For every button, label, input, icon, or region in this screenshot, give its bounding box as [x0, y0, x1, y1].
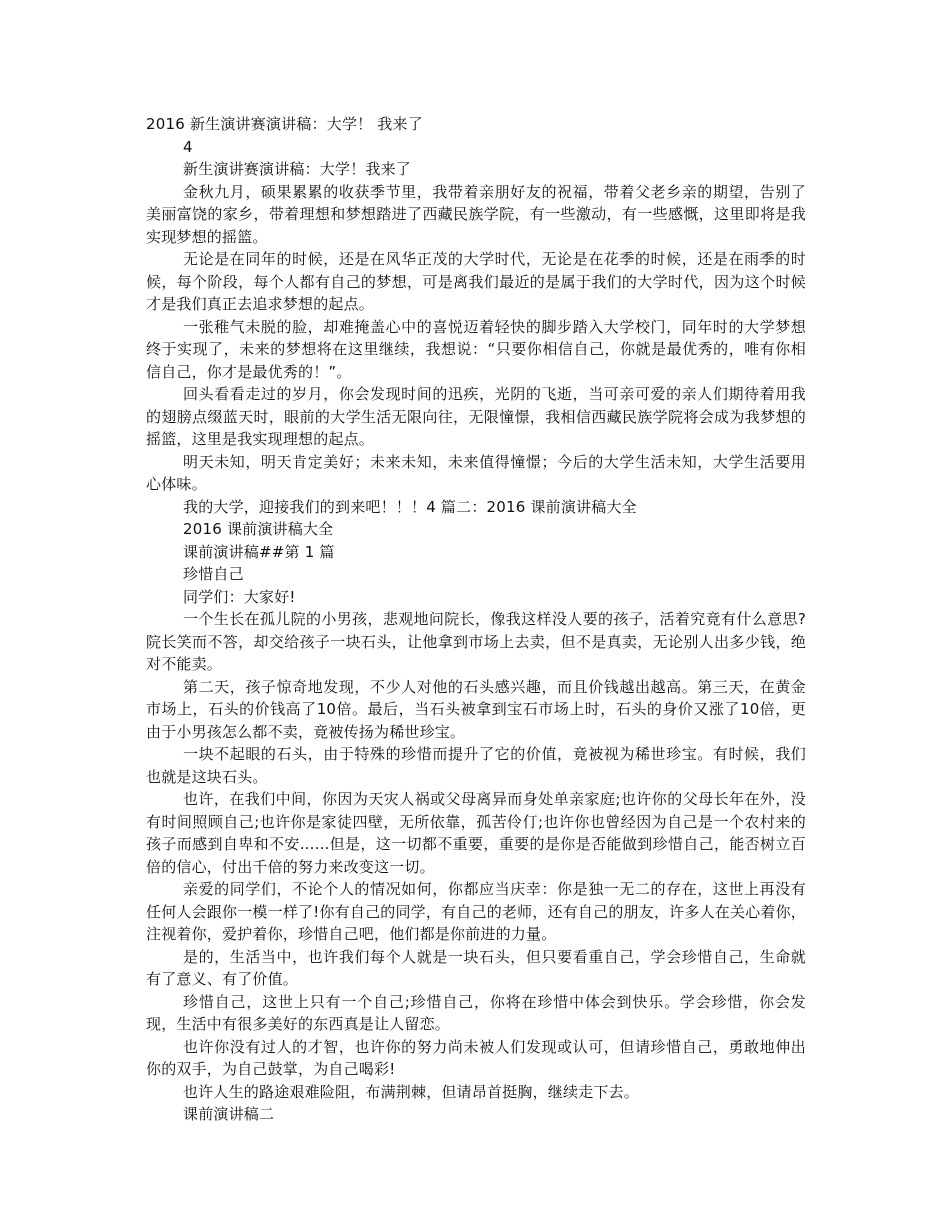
- paragraph: 回头看看走过的岁月，你会发现时间的迅疾，光阴的飞逝，当可亲可爱的亲人们期待着用我的翅膀点缀蓝天时，眼前的大学生活无限向往，无限憧憬，我相信西藏民族学院将会成为我梦想的摇篮，这里是我实现理想的起点。: [146, 385, 806, 448]
- next-section-title: 课前演讲稿二: [183, 1105, 275, 1123]
- section-title: 2016 课前演讲稿大全: [183, 520, 334, 538]
- speech-title: 珍惜自己: [183, 565, 244, 583]
- closing-line: 我的大学，迎接我们的到来吧！！！4 篇二：2016 课前演讲稿大全: [183, 497, 637, 516]
- paragraph: 也许人生的路途艰难险阻，布满荆棘，但请昂首挺胸，继续走下去。: [183, 1082, 640, 1101]
- speech-subtitle: 新生演讲赛演讲稿：大学！我来了: [183, 160, 412, 178]
- paragraph: 是的，生活当中，也许我们每个人就是一块石头，但只要看重自己，学会珍惜自己，生命就有了意义、有了价值。: [146, 947, 806, 988]
- paragraph: 一个生长在孤儿院的小男孩，悲观地问院长，像我这样没人要的孩子，活着究竟有什么意思?院长笑而不答，却交给孩子一块石头，让他拿到市场上去卖，但不是真卖，无论别人出多少钱，绝对不能卖。: [146, 610, 806, 673]
- paragraph: 金秋九月，硕果累累的收获季节里，我带着亲朋好友的祝福，带着父老乡亲的期望，告别了美丽富饶的家乡，带着理想和梦想踏进了西藏民族学院，有一些激动，有一些感慨，这里即将是我实现梦想的摇篮。: [146, 182, 806, 246]
- paragraph: 也许你没有过人的才智，也许你的努力尚未被人们发现或认可，但请珍惜自己，勇敢地伸出你的双手，为自己鼓掌，为自己喝彩!: [146, 1037, 806, 1078]
- paragraph: 一张稚气未脱的脸，却难掩盖心中的喜悦迈着轻快的脚步踏入大学校门，同年时的大学梦想终于实现了，未来的梦想将在这里继续，我想说：“只要你相信自己，你就是最优秀的，唯有你相信自己，你才是最优秀的！”。: [146, 317, 806, 381]
- paragraph: 第二天，孩子惊奇地发现，不少人对他的石头感兴趣，而且价钱越出越高。第三天，在黄金市场上，石头的价钱高了10倍。最后，当石头被拿到宝石市场上时，石头的身价又涨了10倍，更由于小男孩怎么都不卖，竟被传扬为稀世珍宝。: [146, 677, 806, 741]
- document-body: [146, 113, 806, 1126]
- paragraph: 一块不起眼的石头，由于特殊的珍惜而提升了它的价值，竟被视为稀世珍宝。有时候，我们也就是这块石头。: [146, 745, 806, 786]
- paragraph: 明天未知，明天肯定美好；未来未知，未来值得憧憬；今后的大学生活未知，大学生活要用心体味。: [146, 452, 806, 493]
- document-title: 2016 新生演讲赛演讲稿：大学！ 我来了: [146, 115, 423, 133]
- paragraph: 无论是在同年的时候，还是在风华正茂的大学时代，无论是在花季的时候，还是在雨季的时候，每个阶段，每个人都有自己的梦想，可是离我们最近的是属于我们的大学时代，因为这个时候才是我们真正去追求梦想的起点。: [146, 250, 806, 313]
- section-subtitle: 课前演讲稿##第 1 篇: [183, 542, 335, 561]
- paragraph: 珍惜自己，这世上只有一个自己;珍惜自己，你将在珍惜中体会到快乐。学会珍惜，你会发现，生活中有很多美好的东西真是让人留恋。: [146, 992, 806, 1033]
- page-marker: 4: [183, 137, 193, 156]
- paragraph: 亲爱的同学们，不论个人的情况如何，你都应当庆幸：你是独一无二的存在，这世上再没有任何人会跟你一模一样了!你有自己的同学，有自己的老师，还有自己的朋友，许多人在关心着你，注视着你，爱护着你，珍惜自己吧，他们都是你前进的力量。: [146, 880, 806, 943]
- greeting: 同学们：大家好!: [183, 587, 296, 606]
- paragraph: 也许，在我们中间，你因为天灾人祸或父母离异而身处单亲家庭;也许你的父母长年在外，没有时间照顾自己;也许你是家徒四壁，无所依靠，孤苦伶仃;也许你也曾经因为自己是一个农村来的孩子而感到自卑和不安......但是，这一切都不重要，重要的是你是否能做到珍惜自己，能否树立百倍的信心，付出千倍的努力来改变这一切。: [146, 790, 806, 876]
